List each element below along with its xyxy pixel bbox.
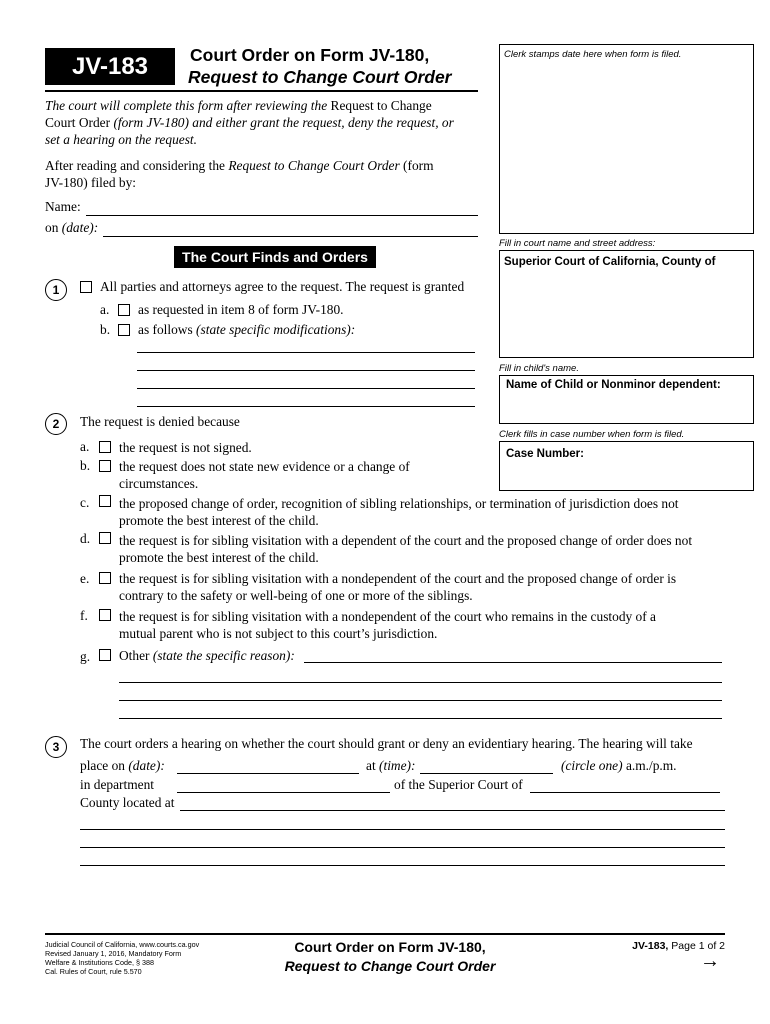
item-1b-letter: b.: [100, 322, 111, 337]
item-2g-line: [304, 662, 722, 663]
case-number-box[interactable]: [499, 441, 754, 491]
location-input[interactable]: [180, 794, 725, 810]
child-name-hint: Fill in child's name.: [499, 363, 579, 374]
item-1b-checkbox[interactable]: [118, 324, 130, 336]
form-title: [188, 44, 452, 88]
item-2a-text: the request is not signed.: [119, 440, 252, 455]
footer-citation-line: Welfare & Institutions Code, § 388: [45, 958, 154, 967]
location-line[interactable]: [80, 829, 725, 830]
case-number-hint: Clerk fills in case number when form is filed.: [499, 429, 685, 440]
footer-citation-line: Judicial Council of California, www.courts.ca.gov: [45, 940, 200, 949]
intro-text: Court Order: [45, 115, 111, 130]
department-input[interactable]: [177, 776, 390, 792]
hearing-date-input[interactable]: [177, 757, 359, 773]
next-page-arrow-icon[interactable]: →: [700, 950, 720, 972]
section-title: The Court Finds and Orders: [174, 246, 376, 268]
on-text: on: [45, 220, 59, 235]
item-2g-checkbox[interactable]: [99, 649, 111, 661]
county-line: [530, 792, 720, 793]
item-1b-line[interactable]: [137, 406, 475, 407]
item-3-at: [366, 757, 415, 774]
item-1b-text-b: (state specific modifications):: [196, 322, 356, 337]
item-2f-checkbox[interactable]: [99, 609, 111, 621]
header-rule: [45, 90, 478, 92]
intro-text: Request to Change: [330, 98, 432, 113]
item-2d-text: [119, 532, 692, 566]
item-2d-checkbox[interactable]: [99, 532, 111, 544]
item-2c-checkbox[interactable]: [99, 495, 111, 507]
on-date-label: [45, 219, 98, 236]
item-2f-text: [119, 608, 656, 642]
item-2e-letter: e.: [80, 571, 90, 586]
form-title-line1: Court Order on Form JV-180,: [190, 45, 430, 65]
filed-by-name-input[interactable]: [86, 199, 478, 215]
footer-rule: [45, 933, 725, 935]
intro-text: The court will complete this form after reviewing the: [45, 98, 328, 113]
filed-by-text: After reading and considering the: [45, 158, 225, 173]
item-3-number: 3: [45, 736, 67, 758]
item-2f-letter: f.: [80, 608, 88, 623]
footer-citation: [45, 940, 199, 976]
footer-page-number: Page 1 of 2: [671, 940, 725, 952]
filed-by-text: Request to Change Court Order: [228, 158, 400, 173]
item-2d-line1: the request is for sibling visitation with a dependent of the court and the proposed change of order does not: [119, 533, 693, 548]
item-2d-letter: d.: [80, 531, 91, 546]
item-2d-line2: promote the best interest of the child.: [119, 550, 319, 565]
hearing-time-input[interactable]: [420, 757, 553, 773]
item-2g-text-a: Other: [119, 648, 150, 663]
item-2g-letter: g.: [80, 649, 91, 664]
item-2e-checkbox[interactable]: [99, 572, 111, 584]
item-1b-line[interactable]: [137, 370, 475, 371]
item-2b-line2: circumstances.: [119, 476, 199, 491]
date-text: (date):: [128, 758, 165, 773]
item-2c-letter: c.: [80, 495, 90, 510]
item-3-department: in department: [80, 777, 154, 792]
clerk-stamp-box: [499, 44, 754, 234]
intro-text: (form JV-180) and either grant the request, deny the request, or: [113, 115, 454, 130]
item-2c-text: [119, 495, 679, 529]
county-input[interactable]: [530, 776, 720, 792]
item-2g-text: [119, 647, 295, 664]
item-2g-line[interactable]: [119, 700, 722, 701]
circle-one-text: (circle one): [561, 758, 623, 773]
item-2g-line[interactable]: [119, 682, 722, 683]
item-2f-line2: mutual parent who is not subject to this court’s jurisdiction.: [119, 626, 438, 641]
item-2a-letter: a.: [80, 439, 90, 454]
ampm-option[interactable]: a.m./p.m.: [625, 758, 677, 773]
child-name-box[interactable]: [499, 375, 754, 424]
intro-paragraph: [45, 97, 454, 148]
item-2-number: 2: [45, 413, 67, 435]
case-number-label: Case Number:: [506, 448, 584, 460]
item-1b-line[interactable]: [137, 352, 475, 353]
form-title-line2: Request to Change Court Order: [188, 67, 452, 87]
item-2b-letter: b.: [80, 458, 91, 473]
court-name-label: Superior Court of California, County of: [504, 256, 716, 268]
footer-title-line2: Request to Change Court Order: [284, 958, 496, 974]
department-line: [177, 792, 390, 793]
item-3-ampm: [561, 757, 677, 774]
location-line[interactable]: [80, 847, 725, 848]
item-2b-text: [119, 458, 410, 492]
item-2c-line1: the proposed change of order, recognition of sibling relationships, or termination of jurisdiction does not: [119, 496, 679, 511]
item-1a-letter: a.: [100, 302, 110, 317]
item-2a-checkbox[interactable]: [99, 441, 111, 453]
item-1-text: All parties and attorneys agree to the request. The request is granted: [100, 279, 465, 294]
item-1b-text: [138, 321, 355, 338]
item-3-place-on: [80, 757, 165, 774]
name-underline: [86, 215, 478, 216]
item-2e-line1: the request is for sibling visitation with a nondependent of the court and the proposed change of order is: [119, 571, 677, 586]
item-2f-line1: the request is for sibling visitation with a nondependent of the court who remains in the custody of a: [119, 609, 656, 624]
item-2g-line[interactable]: [119, 718, 722, 719]
court-name-hint: Fill in court name and street address:: [499, 238, 656, 249]
footer-title: [240, 938, 540, 976]
location-line: [180, 810, 725, 811]
intro-text: set a hearing on the request.: [45, 132, 197, 147]
time-text: (time):: [379, 758, 416, 773]
item-3-county-located: County located at: [80, 795, 175, 810]
date-underline: [103, 236, 478, 237]
filed-by-text: JV-180) filed by:: [45, 175, 137, 190]
footer-form-ref: JV-183,: [632, 940, 669, 952]
item-2-text: The request is denied because: [80, 414, 240, 429]
court-name-box[interactable]: [499, 250, 754, 358]
item-1-checkbox[interactable]: [80, 281, 92, 293]
footer-citation-line: Revised January 1, 2016, Mandatory Form: [45, 949, 182, 958]
filed-by-paragraph: [45, 157, 434, 191]
filed-on-date-input[interactable]: [103, 220, 478, 236]
name-label: Name:: [45, 199, 81, 214]
item-1a-text: as requested in item 8 of form JV-180.: [138, 302, 344, 317]
item-2c-line2: promote the best interest of the child.: [119, 513, 319, 528]
item-2b-line1: the request does not state new evidence or a change of: [119, 459, 410, 474]
date-text: (date):: [61, 220, 99, 235]
item-1b-text-a: as follows: [138, 322, 193, 337]
filed-by-text: (form: [403, 158, 434, 173]
hearing-date-line: [177, 773, 359, 774]
item-3-superior-court: of the Superior Court of: [394, 777, 523, 792]
item-2g-text-b: (state the specific reason):: [152, 648, 295, 663]
item-2b-checkbox[interactable]: [99, 460, 111, 472]
item-3-text: The court orders a hearing on whether the court should grant or deny an evidentiary hearing. The hearing will take: [80, 736, 693, 751]
item-2g-reason-input[interactable]: [304, 646, 722, 662]
footer-title-line1: Court Order on Form JV-180,: [294, 939, 486, 955]
at-text: at: [366, 758, 376, 773]
child-name-label: Name of Child or Nonminor dependent:: [506, 379, 721, 391]
form-number-badge: JV-183: [45, 48, 175, 85]
place-on-text: place on: [80, 758, 125, 773]
hearing-time-line: [420, 773, 553, 774]
item-1a-checkbox[interactable]: [118, 304, 130, 316]
item-2e-text: [119, 570, 676, 604]
item-2e-line2: contrary to the safety or well-being of one or more of the siblings.: [119, 588, 473, 603]
clerk-stamp-note: Clerk stamps date here when form is filed.: [504, 49, 682, 60]
item-1b-line[interactable]: [137, 388, 475, 389]
item-1-number: 1: [45, 279, 67, 301]
footer-citation-line: Cal. Rules of Court, rule 5.570: [45, 967, 142, 976]
location-line[interactable]: [80, 865, 725, 866]
